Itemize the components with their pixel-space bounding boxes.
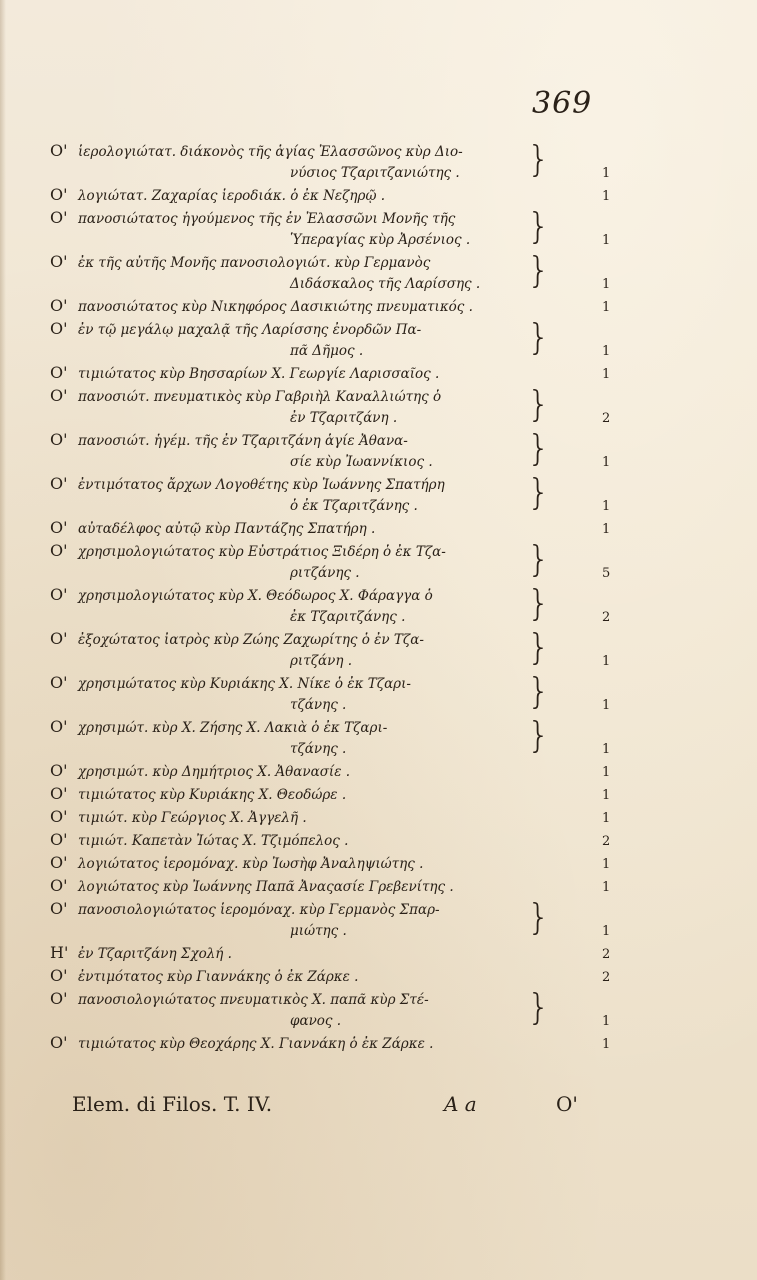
list-item (50, 965, 710, 988)
entry-count: 1 (602, 1037, 611, 1052)
list-item (50, 184, 710, 207)
entry-line-2: ριτζάνης . (290, 565, 360, 581)
page-footer (72, 1092, 692, 1122)
brace-mark: } (527, 206, 550, 247)
entry-line-1: πανοσιολογιώτατος ἱερομόναχ. κὺρ Γερμανὸς Σπαρ- (78, 902, 440, 918)
entry-line-1: χρησιμολογιώτατος κὺρ Χ. Θεόδωρος Χ. Φάραγγα ὁ (78, 588, 433, 604)
subscriber-list (50, 140, 710, 1055)
entry-article: O' (50, 541, 68, 560)
list-item (50, 806, 710, 829)
entry-count: 1 (602, 857, 611, 872)
list-item (50, 318, 710, 362)
entry-article: O' (50, 518, 68, 537)
entry-article: O' (50, 629, 68, 648)
list-item (50, 760, 710, 783)
entry-count: 1 (602, 924, 611, 939)
entry-line-1: τιμιώτ. κὺρ Γεώργιος Χ. Ἀγγελῆ . (78, 810, 307, 826)
entry-article: O' (50, 185, 68, 204)
entry-article: O' (50, 363, 68, 382)
entry-line-1: λογιώτατος ἱερομόναχ. κὺρ Ἰωσὴφ Ἀναληψιώτης . (78, 856, 424, 872)
catchword: O' (556, 1092, 578, 1116)
signature-mark: Elem. di Filos. T. IV. (72, 1092, 273, 1116)
entry-line-1: τιμιώτ. Καπετὰν Ἰώτας Χ. Τζιμόπελος . (78, 833, 349, 849)
list-item (50, 295, 710, 318)
entry-count: 2 (602, 947, 611, 962)
list-item (50, 988, 710, 1032)
entry-line-2: Διδάσκαλος τῆς Λαρίσσης . (290, 276, 481, 292)
entry-line-1: ἐν Τζαριτζάνη Σχολή . (78, 946, 232, 962)
gathering-mark: A a (444, 1092, 477, 1116)
entry-line-2: ἐν Τζαριτζάνη . (290, 410, 398, 426)
entry-line-1: τιμιώτατος κὺρ Θεοχάρης Χ. Γιαννάκη ὁ ἐκ Ζάρκε . (78, 1036, 434, 1052)
list-item (50, 875, 710, 898)
list-item (50, 517, 710, 540)
entry-article: O' (50, 989, 68, 1008)
brace-mark: } (527, 139, 550, 180)
brace-mark: } (527, 428, 550, 469)
entry-count: 2 (602, 834, 611, 849)
entry-line-1: χρησιμολογιώτατος κὺρ Εὐστράτιος Ξιδέρη ὁ ἐκ Τζα- (78, 544, 446, 560)
entry-article: H' (50, 943, 69, 962)
entry-article: O' (50, 430, 68, 449)
entry-line-2: φανος . (290, 1013, 342, 1029)
entry-line-1: ἐντιμότατος κὺρ Γιαννάκης ὁ ἐκ Ζάρκε . (78, 969, 359, 985)
brace-mark: } (527, 472, 550, 513)
entry-line-2: σίε κὺρ Ἰωαννίκιος . (290, 454, 433, 470)
entry-line-1: πανοσιώτ. ἡγέμ. τῆς ἐν Τζαριτζάνη ἁγίε Ἀθανα- (78, 433, 408, 449)
list-item (50, 672, 710, 716)
entry-article: O' (50, 296, 68, 315)
list-item (50, 429, 710, 473)
entry-article: O' (50, 141, 68, 160)
brace-mark: } (527, 671, 550, 712)
brace-mark: } (527, 539, 550, 580)
list-item (50, 584, 710, 628)
entry-article: O' (50, 1033, 68, 1052)
entry-line-1: ἐξοχώτατος ἰατρὸς κὺρ Ζώης Ζαχωρίτης ὁ ἐν Τζα- (78, 632, 424, 648)
list-item (50, 385, 710, 429)
brace-mark: } (527, 317, 550, 358)
list-item (50, 829, 710, 852)
entry-count: 1 (602, 654, 611, 669)
list-item (50, 251, 710, 295)
entry-article: O' (50, 386, 68, 405)
entry-line-1: τιμιώτατος κὺρ Κυριάκης Χ. Θεοδώρε . (78, 787, 347, 803)
entry-article: O' (50, 807, 68, 826)
entry-line-1: χρησιμώτ. κὺρ Δημήτριος Χ. Ἀθανασίε . (78, 764, 351, 780)
entry-article: O' (50, 474, 68, 493)
entry-article: O' (50, 673, 68, 692)
list-item (50, 898, 710, 942)
entry-line-1: ἱερολογιώτατ. διάκονὸς τῆς ἁγίας Ἐλασσῶνος κὺρ Διο- (78, 144, 463, 160)
entry-count: 1 (602, 765, 611, 780)
entry-line-2: τζάνης . (290, 697, 347, 713)
entry-count: 1 (602, 811, 611, 826)
entry-count: 1 (602, 788, 611, 803)
brace-mark: } (527, 897, 550, 938)
entry-article: O' (50, 717, 68, 736)
entry-line-2: μιώτης . (290, 923, 347, 939)
entry-count: 1 (602, 499, 611, 514)
entry-count: 1 (602, 277, 611, 292)
entry-count: 1 (602, 166, 611, 181)
entry-line-2: νύσιος Τζαριτζανιώτης . (290, 165, 460, 181)
list-item (50, 207, 710, 251)
entry-line-1: ἐν τῷ μεγάλῳ μαχαλᾷ τῆς Λαρίσσης ἐνορδῶν Πα- (78, 322, 422, 338)
entry-article: O' (50, 853, 68, 872)
entry-line-1: χρησιμώτ. κὺρ Χ. Ζήσης Χ. Λακιὰ ὁ ἐκ Τζαρι- (78, 720, 388, 736)
entry-count: 1 (602, 233, 611, 248)
entry-article: O' (50, 784, 68, 803)
brace-mark: } (527, 715, 550, 756)
entry-line-1: λογιώτατος κὺρ Ἰωάννης Παπᾶ Ἀναςασίε Γρεβενίτης . (78, 879, 454, 895)
list-item (50, 540, 710, 584)
entry-line-1: πανοσιώτ. πνευματικὸς κὺρ Γαβριὴλ Καναλλιώτης ὁ (78, 389, 442, 405)
entry-article: O' (50, 830, 68, 849)
entry-line-2: Ὑπεραγίας κὺρ Ἀρσένιος . (290, 232, 471, 248)
brace-mark: } (527, 250, 550, 291)
entry-line-1: πανοσιολογιώτατος πνευματικὸς Χ. παπᾶ κὺρ Στέ- (78, 992, 429, 1008)
entry-line-1: πανοσιώτατος κὺρ Νικηφόρος Δασικιώτης πνευματικός . (78, 299, 473, 315)
list-item (50, 716, 710, 760)
entry-count: 2 (602, 610, 611, 625)
entry-article: O' (50, 966, 68, 985)
list-item (50, 783, 710, 806)
list-item (50, 942, 710, 965)
entry-line-1: ἐκ τῆς αὐτῆς Μονῆς πανοσιολογιώτ. κὺρ Γερμανὸς (78, 255, 431, 271)
list-item (50, 852, 710, 875)
brace-mark: } (527, 987, 550, 1028)
list-item (50, 362, 710, 385)
entry-count: 1 (602, 455, 611, 470)
entry-count: 2 (602, 970, 611, 985)
entry-article: O' (50, 899, 68, 918)
entry-count: 1 (602, 880, 611, 895)
entry-line-2: τζάνης . (290, 741, 347, 757)
list-item (50, 1032, 710, 1055)
entry-line-1: λογιώτατ. Ζαχαρίας ἱεροδιάκ. ὁ ἐκ Νεζηρῷ . (78, 188, 386, 204)
entry-article: O' (50, 585, 68, 604)
brace-mark: } (527, 583, 550, 624)
entry-count: 1 (602, 189, 611, 204)
entry-count: 1 (602, 1014, 611, 1029)
entry-line-1: πανοσιώτατος ἡγούμενος τῆς ἐν Ἐλασσῶνι Μονῆς τῆς (78, 211, 456, 227)
entry-line-1: χρησιμώτατος κὺρ Κυριάκης Χ. Νίκε ὁ ἐκ Τζαρι- (78, 676, 411, 692)
entry-article: O' (50, 876, 68, 895)
entry-line-1: αὐταδέλφος αὐτῷ κὺρ Παντάζης Σπατήρη . (78, 521, 376, 537)
entry-article: O' (50, 761, 68, 780)
entry-line-2: ἐκ Τζαριτζάνης . (290, 609, 406, 625)
entry-line-2: πᾶ Δῆμος . (290, 343, 364, 359)
entry-count: 5 (602, 566, 611, 581)
entry-line-1: τιμιώτατος κὺρ Βησσαρίων Χ. Γεωργίε Λαρισσαῖος . (78, 366, 440, 382)
entry-line-2: ριτζάνη . (290, 653, 353, 669)
entry-article: O' (50, 252, 68, 271)
entry-article: O' (50, 208, 68, 227)
entry-count: 1 (602, 344, 611, 359)
entry-article: O' (50, 319, 68, 338)
entry-count: 1 (602, 742, 611, 757)
entry-count: 1 (602, 300, 611, 315)
entry-line-1: ἐντιμότατος ἄρχων Λογοθέτης κὺρ Ἰωάννης Σπατήρη (78, 477, 445, 493)
page-gutter-shadow (0, 0, 6, 1280)
entry-count: 2 (602, 411, 611, 426)
entry-count: 1 (602, 367, 611, 382)
list-item (50, 628, 710, 672)
brace-mark: } (527, 384, 550, 425)
entry-line-2: ὁ ἐκ Τζαριτζάνης . (290, 498, 418, 514)
list-item (50, 473, 710, 517)
list-item (50, 140, 710, 184)
entry-count: 1 (602, 698, 611, 713)
brace-mark: } (527, 627, 550, 668)
page-number: 369 (532, 86, 593, 121)
entry-count: 1 (602, 522, 611, 537)
